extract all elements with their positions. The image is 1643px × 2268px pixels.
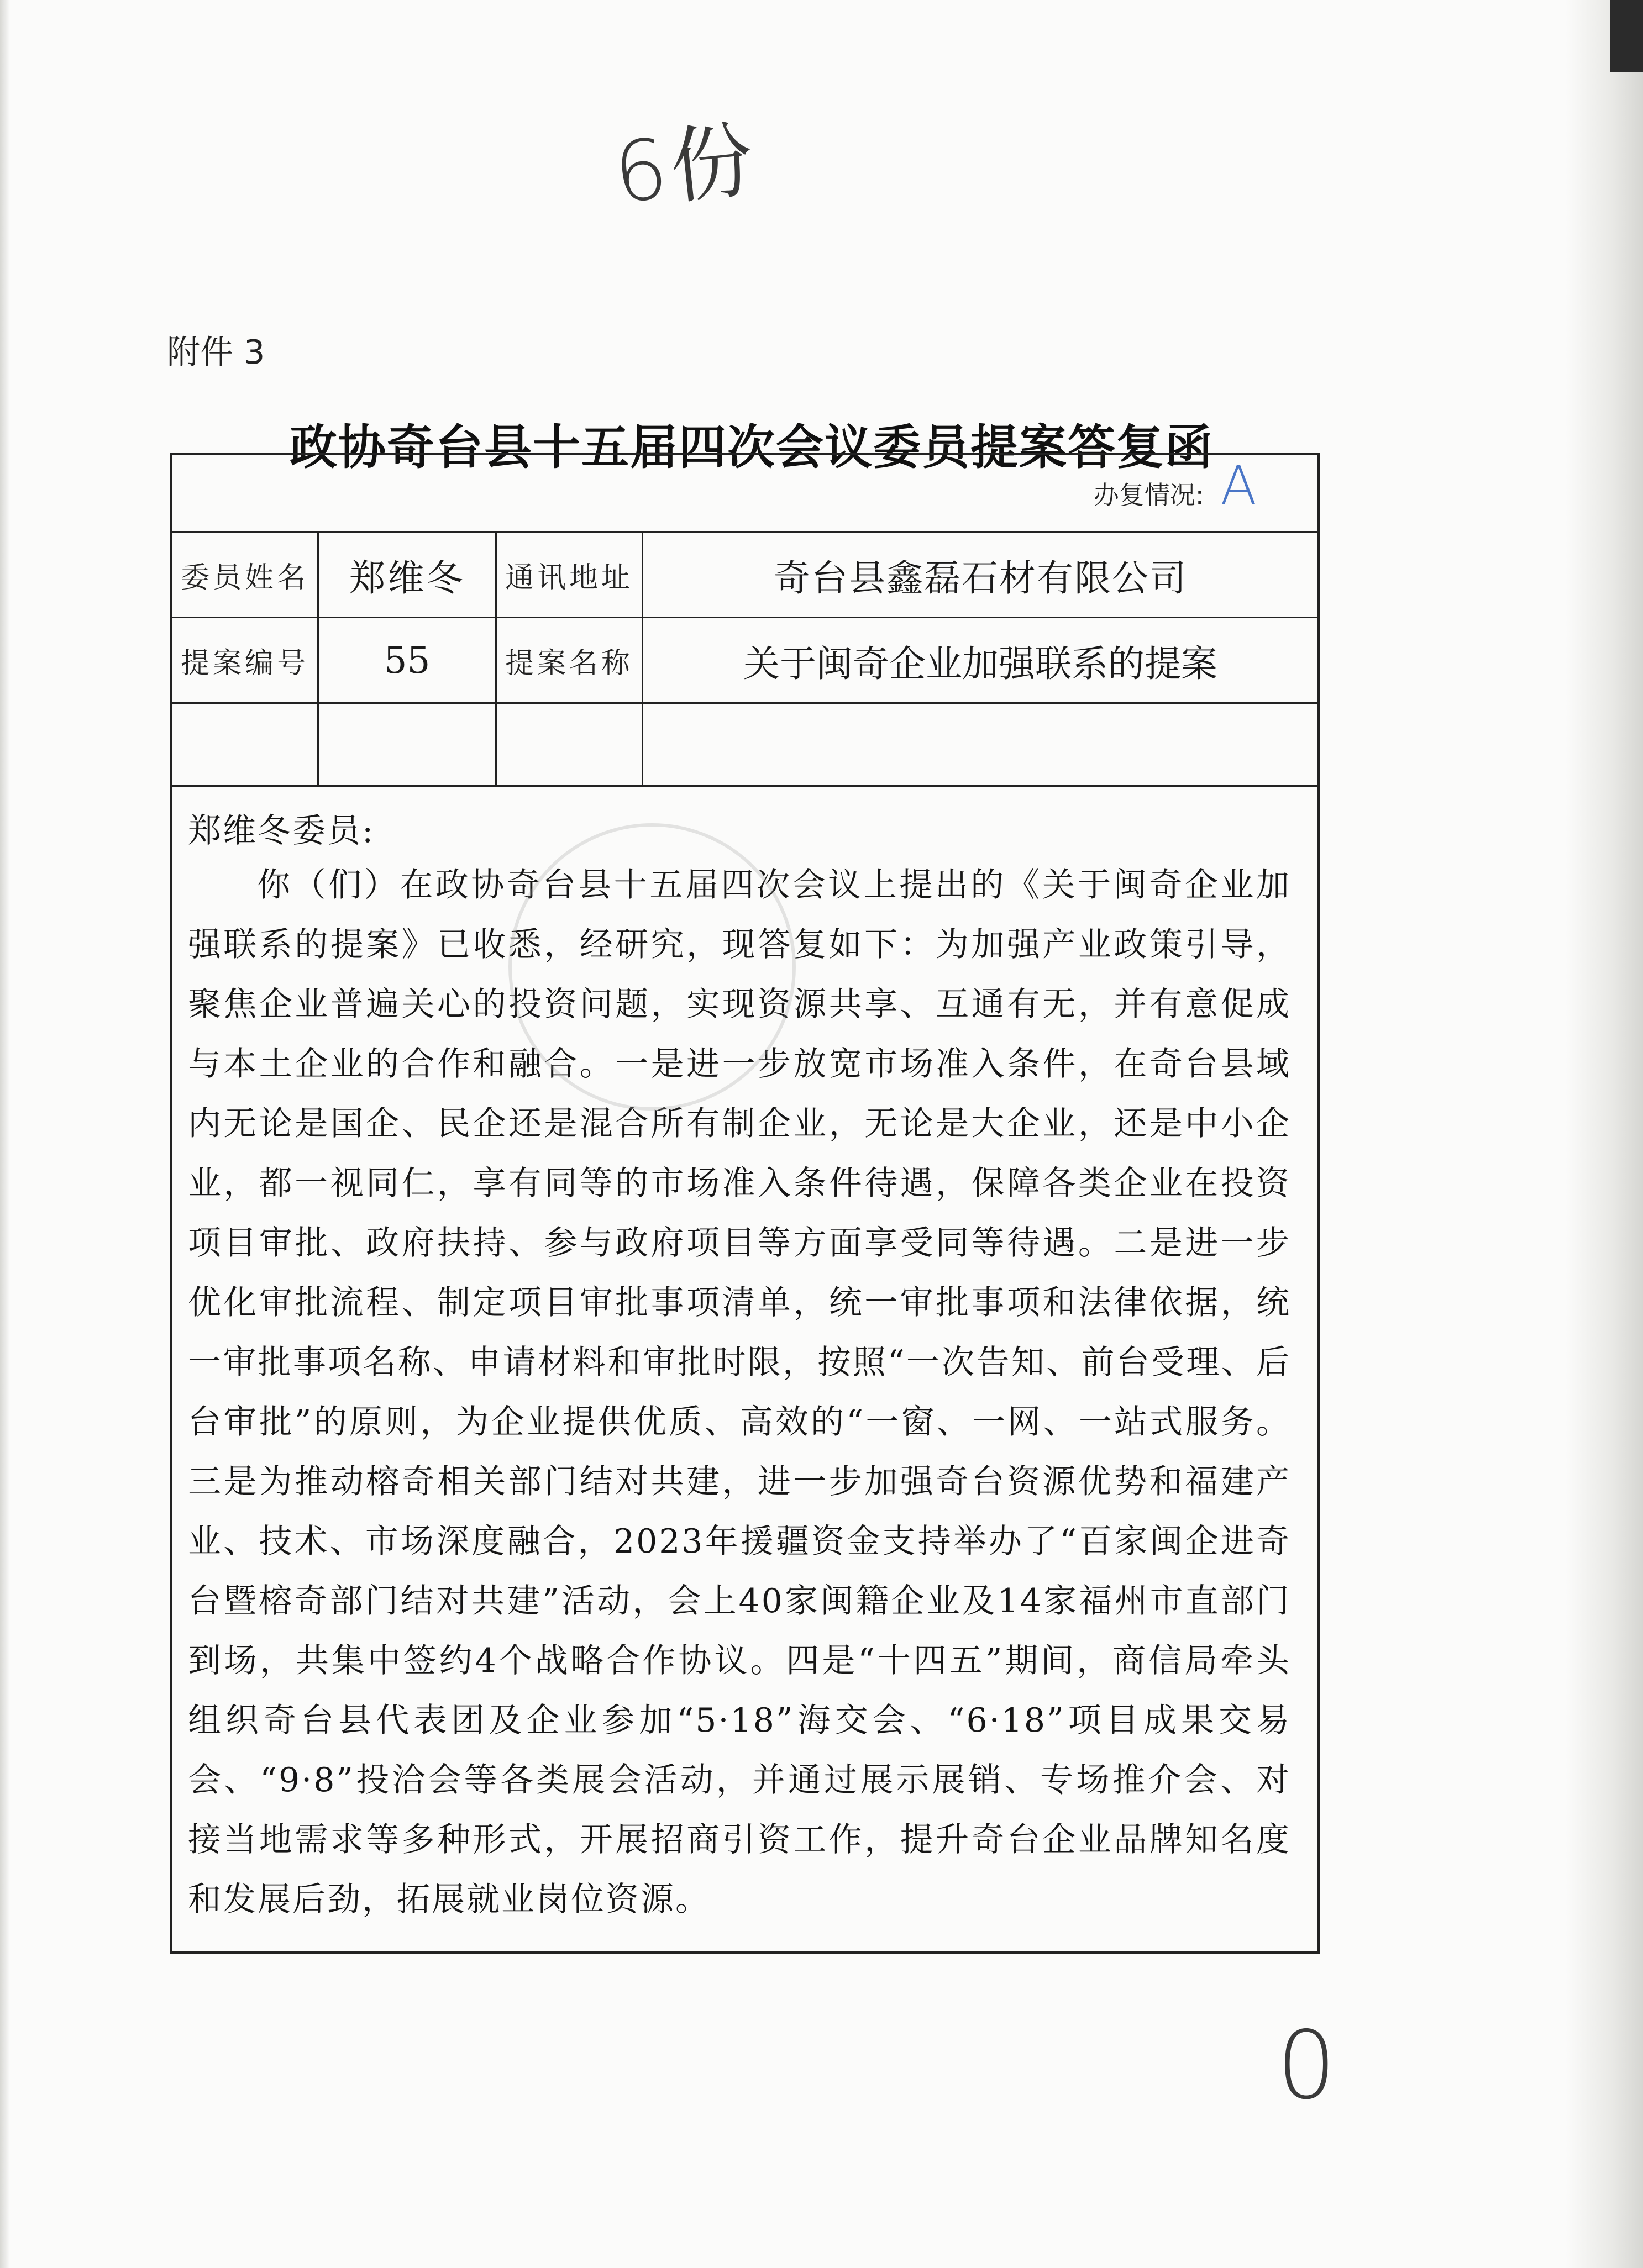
annex-label: 附件 3: [167, 333, 265, 372]
reply-body-text: 你（们）在政协奇台县十五届四次会议上提出的《关于闽奇企业加强联系的提案》已收悉，经研究，现答复如下：为加强产业政策引导，聚焦企业普遍关心的投资问题，实现资源共享、互通有无，并有意促成与本土企业的合作和融合。一是进一步放宽市场准入条件，在奇台县域内无论是国企、民企还是混合所有制企业，无论是大企业，还是中小企业，都一视同仁，享有同等的市场准入条件待遇，保障各类企业在投资项目审批、政府扶持、参与政府项目等方面享受同等待遇。二是进一步优化审批流程、制定项目审批事项清单，统一审批事项和法律依据，统一审批事项名称、申请材料和审批时限，按照“一次告知、前台受理、后台审批”的原则，为企业提供优质、高效的“一窗、一网、一站式服务。三是为推动榕奇相关部门结对共建，进一步加强奇台资源优势和福建产业、技术、市场深度融合，2023年援疆资金支持举办了“百家闽企进奇台暨榕奇部门结对共建”活动，会上40家闽籍企业及14家福州市直部门到场，共集中签约4个战略合作协议。四是“十四五”期间，商信局牵头组织奇台县代表团及企业参加“5·18”海交会、“6·18”项目成果交易会、“9·8”投洽会等各类展会活动，并通过展示展销、专场推介会、对接当地需求等多种形式，开展招商引资工作，提升奇台企业品牌知名度和发展后劲，拓展就业岗位资源。: [188, 866, 1291, 1919]
blank-cell: [319, 704, 497, 785]
status-row: [172, 455, 1317, 533]
handwritten-page-mark: 0: [1277, 2011, 1337, 2120]
blank-cell: [497, 704, 643, 785]
proposal-title-label-cell: [497, 618, 643, 702]
reply-salutation: 郑维冬委员:: [188, 812, 375, 850]
member-row: [172, 533, 1317, 618]
address-label: 通讯地址: [505, 561, 633, 594]
proposal-no-cell: [319, 618, 497, 702]
scan-edge-right: [1566, 0, 1643, 2268]
proposal-no-label: 提案编号: [180, 646, 309, 680]
page-title: 政协奇台县十五届四次会议委员提案答复函: [290, 419, 1214, 475]
proposal-title-label: 提案名称: [505, 646, 633, 680]
status-label: 办复情况:: [1093, 480, 1204, 510]
member-name-cell: [319, 533, 497, 617]
member-name-label-cell: [172, 533, 319, 617]
scan-dark-corner: [1610, 0, 1643, 72]
handwritten-copies-note: 6份: [610, 111, 762, 222]
proposal-number: 55: [384, 639, 431, 682]
status-grade: A: [1220, 454, 1257, 517]
blank-row: [172, 704, 1317, 787]
member-name-label: 委员姓名: [180, 561, 309, 594]
address-label-cell: [497, 533, 643, 617]
address-value: 奇台县鑫磊石材有限公司: [774, 556, 1187, 599]
blank-cell: [172, 704, 319, 785]
blank-cell: [643, 704, 1317, 785]
proposal-row: [172, 618, 1317, 704]
faded-seal-stamp: [508, 823, 796, 1111]
proposal-no-label-cell: [172, 618, 319, 702]
reply-form-table: [170, 453, 1320, 1954]
member-name: 郑维冬: [349, 556, 465, 599]
scan-shadow-left: [0, 0, 10, 2268]
proposal-title-cell: [643, 618, 1317, 702]
address-cell: [643, 533, 1317, 617]
proposal-title: 关于闽奇企业加强联系的提案: [743, 642, 1217, 685]
